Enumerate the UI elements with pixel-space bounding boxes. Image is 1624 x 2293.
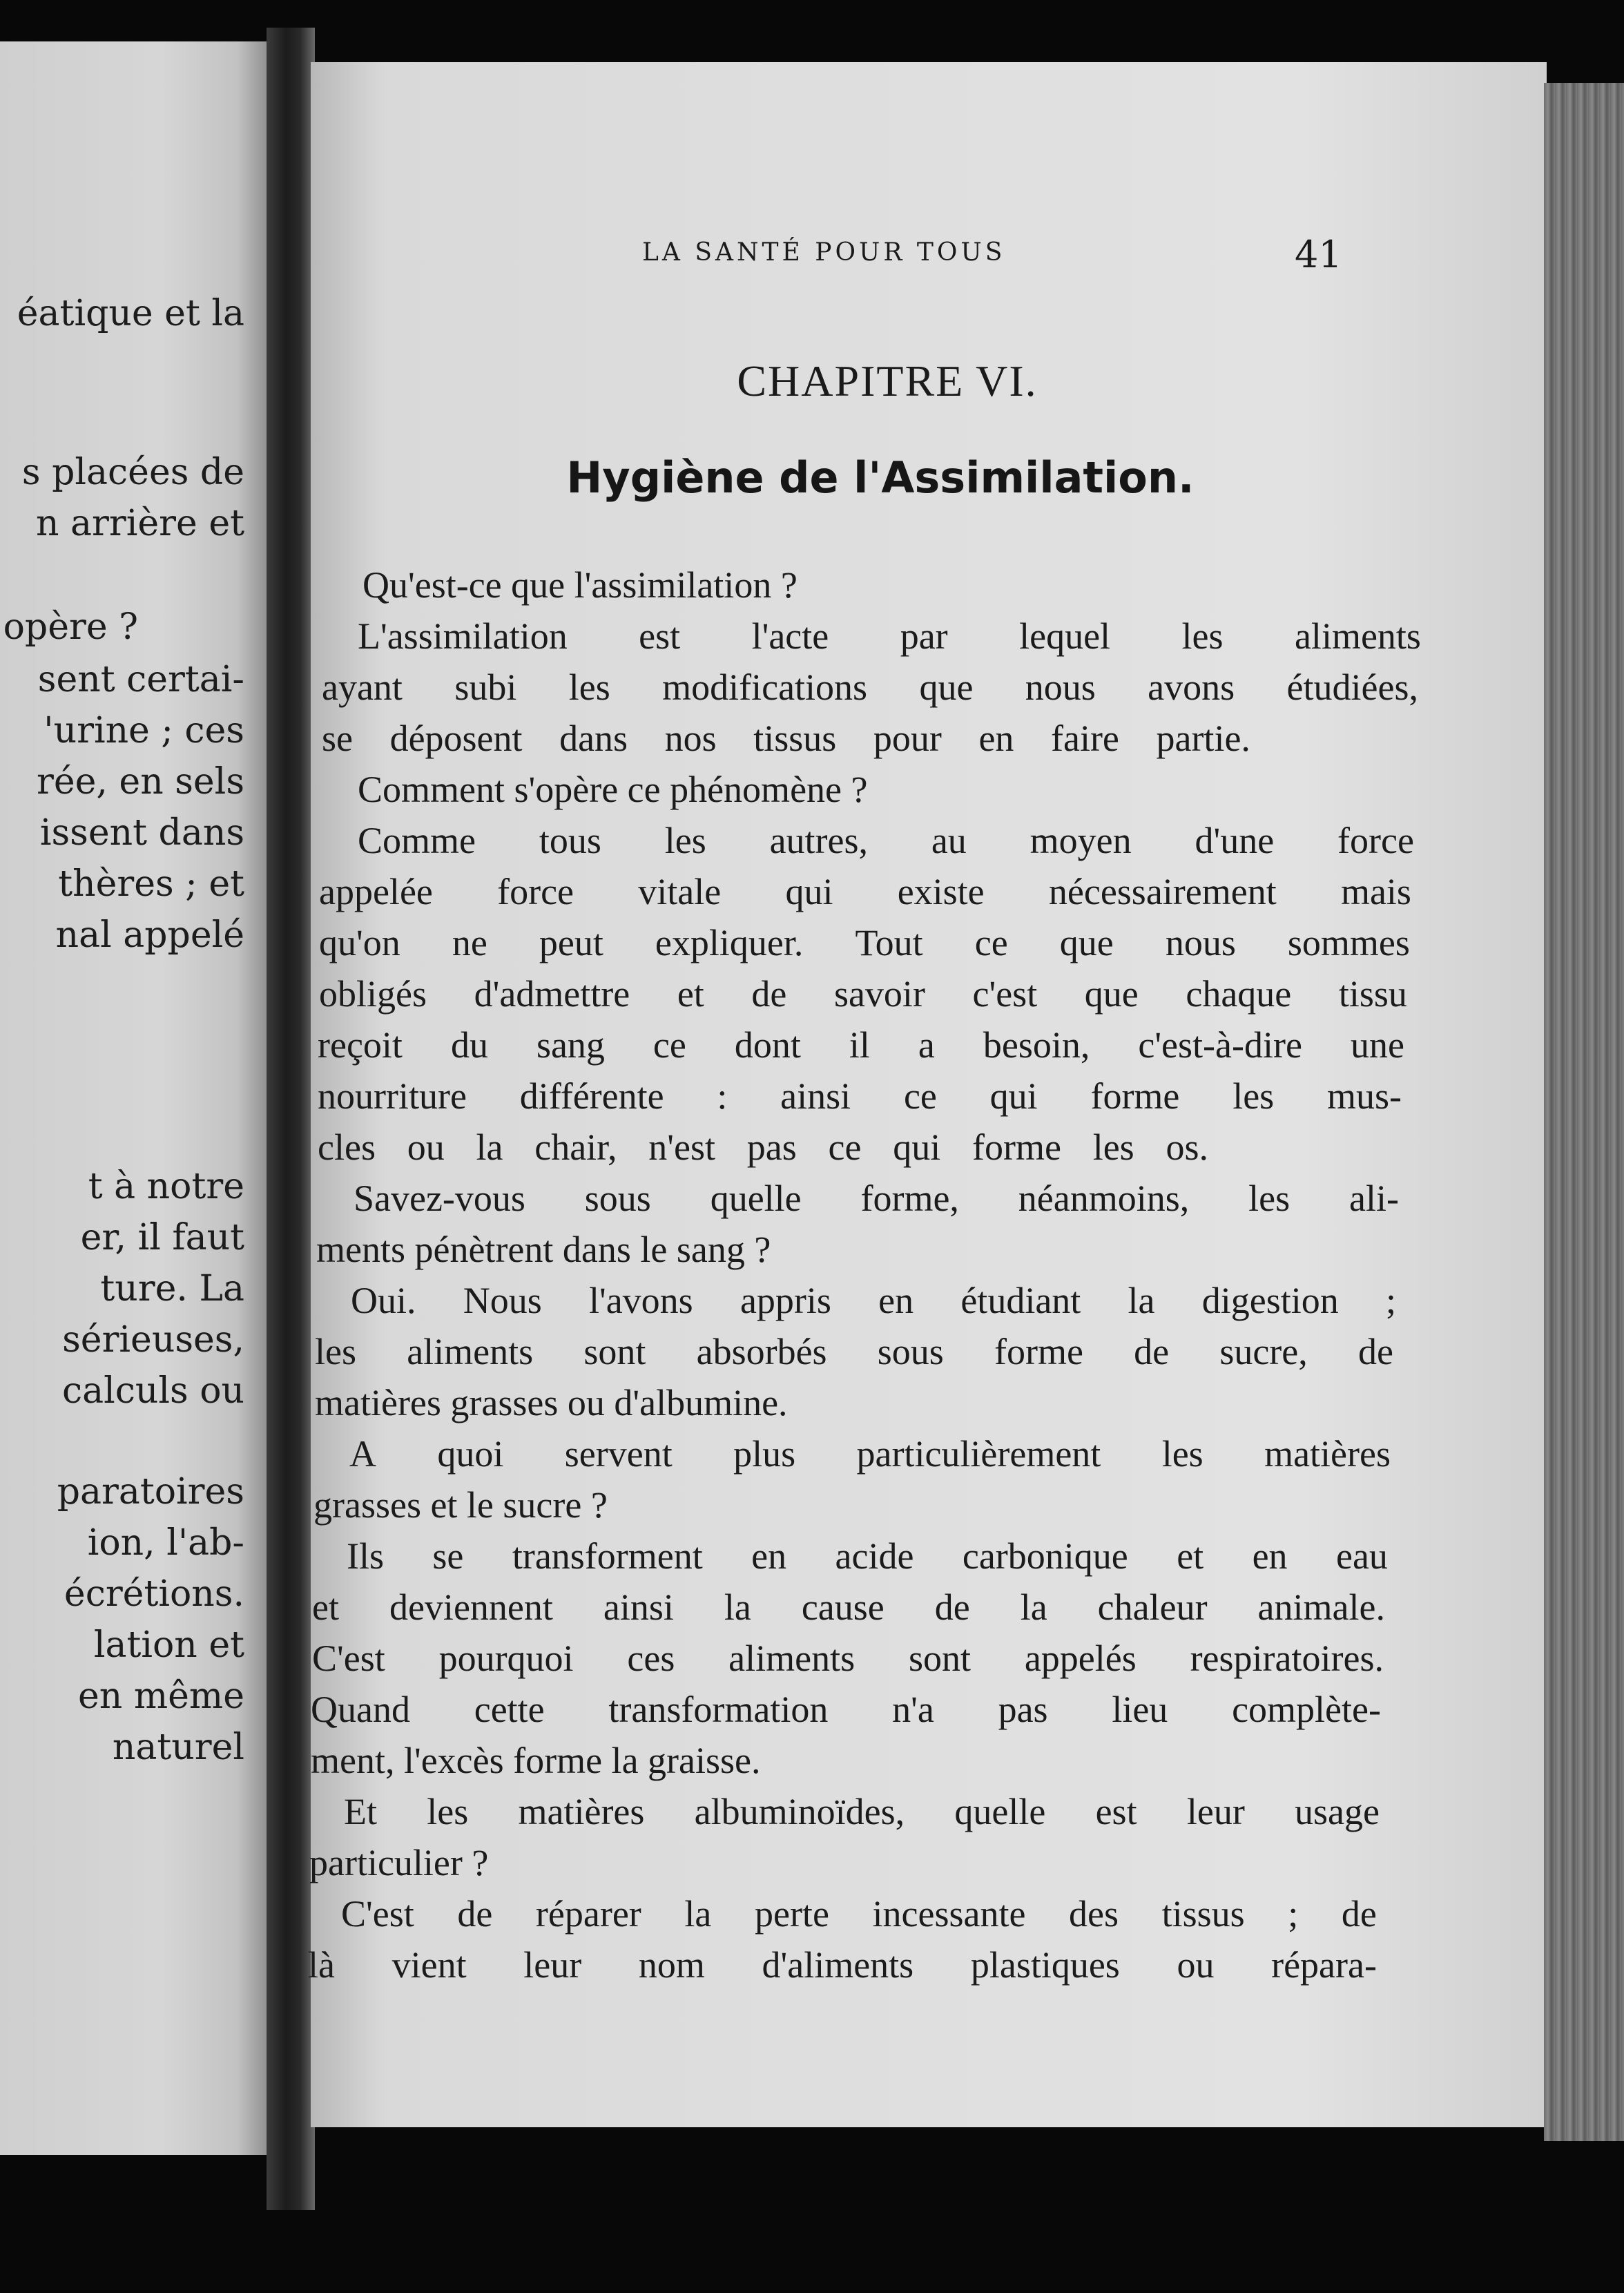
word: ces: [627, 1638, 675, 1679]
body-line: [351, 1282, 1396, 1319]
word: acide: [835, 1535, 914, 1577]
word: il: [849, 1024, 870, 1066]
word: matières: [518, 1791, 645, 1832]
word: que: [1084, 973, 1139, 1015]
word: expliquer.: [655, 922, 804, 963]
body-line: ments pénètrent dans le sang ?: [316, 1229, 771, 1270]
word: mais: [1340, 871, 1411, 912]
word: ainsi: [780, 1075, 851, 1117]
body-line: [319, 924, 1410, 961]
word: l'acte: [751, 615, 829, 657]
word: Ils: [347, 1535, 384, 1577]
word: quoi: [437, 1433, 504, 1475]
word: transforment: [512, 1535, 703, 1577]
left-page-line: sent certai-: [37, 659, 244, 700]
word: force: [1337, 820, 1414, 861]
word: pas: [746, 1126, 797, 1168]
word: Quand: [311, 1689, 410, 1730]
word: cause: [801, 1586, 884, 1628]
word: les: [1161, 1433, 1204, 1475]
word: d'une: [1195, 820, 1275, 861]
word: lequel: [1019, 615, 1111, 657]
word: par: [900, 615, 948, 657]
word: Tout: [855, 922, 923, 963]
left-page-line: sérieuses,: [62, 1319, 244, 1361]
word: de: [751, 973, 787, 1015]
word: une: [1350, 1024, 1404, 1066]
word: chaque: [1186, 973, 1292, 1015]
word: là: [308, 1944, 335, 1986]
word: en: [751, 1535, 787, 1577]
word: la: [1020, 1586, 1047, 1628]
word: vitale: [638, 871, 722, 912]
body-line: Qu'est-ce que l'assimilation ?: [362, 564, 798, 606]
body-line: particulier ?: [309, 1842, 489, 1883]
word: de: [457, 1893, 493, 1935]
word: les: [1232, 1075, 1275, 1117]
left-page-line: n arrière et: [36, 503, 244, 544]
word: dans: [559, 718, 628, 759]
word: étudiant: [960, 1280, 1081, 1321]
chapter-heading: CHAPITRE VI.: [737, 356, 1038, 405]
body-line: [308, 1946, 1377, 1984]
word: appelée: [319, 871, 433, 912]
word: moyen: [1030, 820, 1132, 861]
word: leur: [523, 1944, 582, 1986]
word: transformation: [608, 1689, 829, 1730]
word: savoir: [833, 973, 925, 1015]
word: servent: [564, 1433, 673, 1475]
word: forme,: [860, 1178, 959, 1219]
word: que: [919, 666, 974, 708]
word: sont: [908, 1638, 971, 1679]
word: digestion: [1201, 1280, 1339, 1321]
body-line: [312, 1586, 1385, 1628]
word: et: [1177, 1535, 1204, 1577]
word: est: [1095, 1791, 1137, 1832]
left-page-line: ture. La: [100, 1268, 244, 1309]
word: sucre,: [1219, 1331, 1308, 1372]
word: cette: [474, 1689, 545, 1730]
word: n'est: [648, 1126, 715, 1168]
body-line: [322, 666, 1418, 708]
word: différente: [519, 1075, 664, 1117]
word: mus-: [1326, 1075, 1402, 1117]
word: chaleur: [1097, 1586, 1208, 1628]
word: les: [1181, 615, 1224, 657]
word: Oui.: [351, 1280, 416, 1321]
word: forme: [994, 1331, 1083, 1372]
page-number: 41: [1295, 233, 1342, 276]
word: nourriture: [318, 1075, 467, 1117]
word: usage: [1295, 1791, 1380, 1832]
left-page-line: rée, en sels: [36, 761, 244, 803]
word: nécessairement: [1048, 871, 1277, 912]
word: C'est: [341, 1893, 414, 1935]
word: la: [1128, 1280, 1155, 1321]
word: et: [677, 973, 704, 1015]
left-page-line: éatique et la: [17, 293, 244, 334]
word: quelle: [954, 1791, 1046, 1832]
left-page-line: issent dans: [39, 812, 244, 854]
word: Nous: [463, 1280, 542, 1321]
word: de: [934, 1586, 970, 1628]
left-page-line: s placées de: [21, 452, 244, 493]
left-page-line: écrétions.: [64, 1573, 244, 1615]
body-line: matières grasses ou d'albumine.: [315, 1382, 788, 1423]
word: ce: [652, 1024, 686, 1066]
word: la: [684, 1893, 712, 1935]
word: nom: [638, 1944, 705, 1986]
body-line: [319, 873, 1411, 910]
word: pas: [998, 1689, 1048, 1730]
body-line: [358, 822, 1414, 859]
word: de: [1134, 1331, 1170, 1372]
word: tissus: [1161, 1893, 1245, 1935]
word: aliments: [728, 1638, 856, 1679]
word: tissu: [1338, 973, 1407, 1015]
word: ne: [452, 922, 487, 963]
word: les: [568, 666, 610, 708]
word: appris: [740, 1280, 831, 1321]
word: pour: [873, 718, 942, 759]
left-page-line: naturel: [112, 1727, 244, 1768]
word: de: [1357, 1331, 1393, 1372]
word: appelés: [1024, 1638, 1137, 1679]
word: nos: [664, 718, 717, 759]
word: respiratoires.: [1190, 1638, 1384, 1679]
word: forme: [972, 1126, 1061, 1168]
word: aliments: [1294, 615, 1421, 657]
word: ce: [974, 922, 1008, 963]
word: existe: [897, 871, 985, 912]
word: animale.: [1257, 1586, 1385, 1628]
word: en: [1252, 1535, 1288, 1577]
word: incessante: [872, 1893, 1026, 1935]
body-line: [349, 1433, 1391, 1475]
word: de: [1341, 1893, 1377, 1935]
running-title: LA SANTÉ POUR TOUS: [642, 238, 1006, 267]
word: nous: [1165, 922, 1236, 963]
word: forme: [1090, 1075, 1180, 1117]
word: d'admettre: [474, 973, 630, 1015]
word: ;: [1288, 1893, 1299, 1935]
word: deviennent: [389, 1586, 553, 1628]
left-page-line: opère ?: [3, 606, 138, 648]
word: ali-: [1348, 1178, 1399, 1219]
word: avons: [1148, 666, 1235, 708]
section-title: Hygiène de l'Assimilation.: [566, 452, 1195, 503]
word: modifications: [662, 666, 868, 708]
word: est: [639, 615, 681, 657]
left-page-line: 'urine ; ces: [44, 710, 244, 751]
word: tissus: [753, 718, 837, 759]
word: ainsi: [603, 1586, 674, 1628]
word: se: [322, 718, 353, 759]
word: faire: [1051, 718, 1119, 759]
word: os.: [1166, 1126, 1208, 1168]
book-gutter: [267, 28, 315, 2210]
body-line: [318, 1126, 1208, 1168]
word: Savez-vous: [354, 1178, 525, 1219]
word: force: [497, 871, 574, 912]
word: qui: [989, 1075, 1038, 1117]
word: étudiées,: [1286, 666, 1418, 708]
word: et: [312, 1586, 339, 1628]
right-page: [308, 62, 1547, 2127]
word: absorbés: [696, 1331, 827, 1372]
word: les: [664, 820, 706, 861]
word: eau: [1335, 1535, 1388, 1577]
word: L'assimilation: [358, 615, 568, 657]
word: d'aliments: [762, 1944, 914, 1986]
word: Et: [344, 1791, 377, 1832]
word: subi: [454, 666, 517, 708]
word: en: [878, 1280, 914, 1321]
word: plus: [733, 1433, 796, 1475]
left-page-line: nal appelé: [55, 914, 244, 956]
left-page-line: en même: [78, 1676, 244, 1717]
word: quelle: [710, 1178, 802, 1219]
word: sous: [584, 1178, 651, 1219]
body-line: [347, 1537, 1388, 1575]
word: ayant: [322, 666, 403, 708]
word: qui: [893, 1126, 941, 1168]
word: du: [450, 1024, 488, 1066]
word: ce: [828, 1126, 862, 1168]
left-page-line: calculs ou: [61, 1370, 244, 1412]
body-line: [319, 975, 1407, 1013]
word: des: [1069, 1893, 1119, 1935]
word: albuminoïdes,: [694, 1791, 905, 1832]
body-line: [318, 1077, 1402, 1115]
word: les: [1248, 1178, 1290, 1219]
left-page-line: paratoires: [57, 1471, 244, 1513]
word: ;: [1385, 1280, 1396, 1321]
body-line: [344, 1793, 1380, 1830]
body-line: [358, 617, 1421, 655]
body-line: [315, 1333, 1393, 1370]
word: néanmoins,: [1018, 1178, 1190, 1219]
word: dont: [734, 1024, 801, 1066]
left-page-line: thères ; et: [58, 863, 244, 905]
word: n'a: [892, 1689, 934, 1730]
word: ou: [407, 1126, 445, 1168]
body-line: [311, 1691, 1381, 1728]
page-edge-stack: [1544, 83, 1624, 2141]
word: au: [931, 820, 967, 861]
word: les: [427, 1791, 469, 1832]
word: ou: [1177, 1944, 1215, 1986]
word: les: [315, 1331, 356, 1372]
left-page-line: t à notre: [88, 1166, 244, 1207]
body-line: Comment s'opère ce phénomène ?: [358, 769, 868, 810]
word: c'est-à-dire: [1138, 1024, 1302, 1066]
word: partie.: [1156, 718, 1250, 759]
left-page-line: lation et: [93, 1624, 244, 1666]
word: :: [717, 1075, 728, 1117]
body-line: ment, l'excès forme la graisse.: [311, 1740, 761, 1781]
body-line: grasses et le sucre ?: [313, 1484, 608, 1526]
word: vient: [392, 1944, 467, 1986]
word: la: [476, 1126, 503, 1168]
word: aliments: [407, 1331, 534, 1372]
word: Comme: [358, 820, 476, 861]
word: particulièrement: [856, 1433, 1101, 1475]
body-line: [312, 1640, 1384, 1677]
word: qui: [785, 871, 833, 912]
word: sont: [583, 1331, 646, 1372]
left-page-fragment: [0, 41, 269, 2155]
word: sang: [536, 1024, 605, 1066]
word: peut: [539, 922, 603, 963]
left-page-line: ion, l'ab-: [87, 1522, 244, 1564]
word: l'avons: [588, 1280, 693, 1321]
word: se: [432, 1535, 464, 1577]
word: tous: [539, 820, 601, 861]
word: reçoit: [318, 1024, 403, 1066]
word: besoin,: [983, 1024, 1090, 1066]
word: en: [978, 718, 1014, 759]
body-line: [322, 720, 1250, 757]
body-line: [318, 1026, 1404, 1064]
word: obligés: [319, 973, 427, 1015]
word: chair,: [534, 1126, 617, 1168]
word: c'est: [972, 973, 1038, 1015]
word: qu'on: [319, 922, 400, 963]
word: pourquoi: [438, 1638, 574, 1679]
left-page-line: er, il faut: [80, 1217, 244, 1258]
word: autres,: [769, 820, 868, 861]
word: plastiques: [970, 1944, 1120, 1986]
word: répara-: [1271, 1944, 1377, 1986]
word: nous: [1025, 666, 1096, 708]
body-line: [341, 1893, 1377, 1935]
word: perte: [754, 1893, 829, 1935]
body-line: [354, 1180, 1399, 1217]
word: réparer: [535, 1893, 641, 1935]
word: complète-: [1232, 1689, 1381, 1730]
word: A: [349, 1433, 376, 1475]
word: sous: [877, 1331, 944, 1372]
word: cles: [318, 1126, 376, 1168]
word: matières: [1264, 1433, 1391, 1475]
word: lieu: [1112, 1689, 1168, 1730]
word: sommes: [1287, 922, 1410, 963]
word: ce: [903, 1075, 937, 1117]
word: leur: [1186, 1791, 1245, 1832]
word: déposent: [389, 718, 523, 759]
word: carbonique: [962, 1535, 1128, 1577]
word: que: [1059, 922, 1114, 963]
word: les: [1092, 1126, 1134, 1168]
word: a: [918, 1024, 935, 1066]
body-text: [308, 62, 1547, 2127]
word: C'est: [312, 1638, 385, 1679]
word: la: [724, 1586, 751, 1628]
